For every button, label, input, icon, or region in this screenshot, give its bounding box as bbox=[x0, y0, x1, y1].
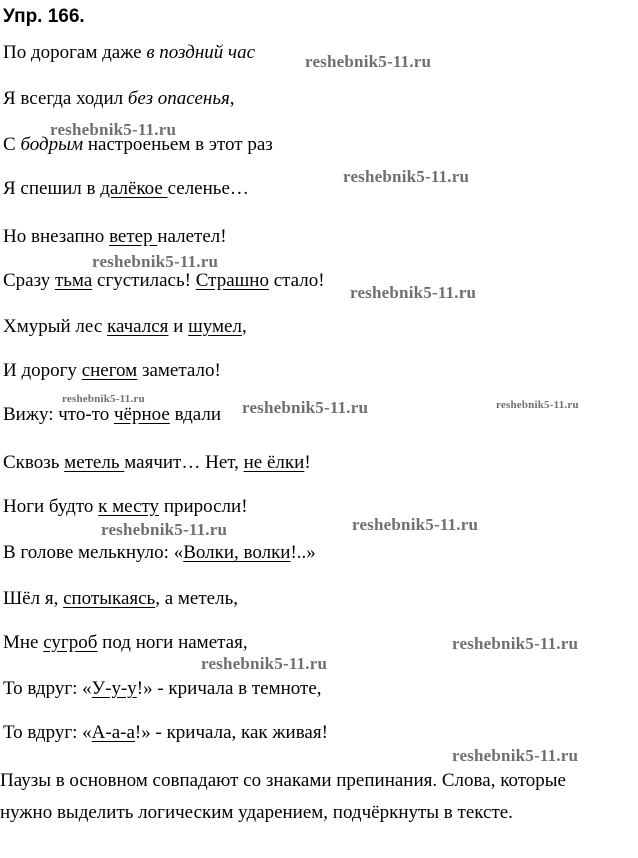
poem-text: под ноги наметая, bbox=[97, 632, 248, 653]
poem-text: Вижу: что-то bbox=[3, 404, 114, 425]
underlined-word: У-у-у bbox=[91, 678, 137, 699]
poem-line bbox=[3, 360, 221, 382]
poem-text: Я всегда ходил bbox=[3, 88, 128, 109]
watermark: reshebnik5-11.ru bbox=[62, 393, 145, 405]
watermark: reshebnik5-11.ru bbox=[242, 398, 369, 417]
poem-line bbox=[3, 722, 328, 744]
poem-text: Я спешил в bbox=[3, 178, 101, 199]
watermark: reshebnik5-11.ru bbox=[305, 52, 432, 71]
poem-line bbox=[3, 678, 322, 700]
poem-text: и bbox=[168, 316, 189, 337]
poem-line bbox=[3, 42, 255, 64]
poem-text: маячит… Нет, bbox=[124, 452, 244, 473]
poem-text: приросли! bbox=[159, 496, 248, 517]
poem-line bbox=[3, 404, 221, 426]
watermark: reshebnik5-11.ru bbox=[50, 120, 177, 139]
underlined-word: Волки, волки bbox=[183, 542, 291, 563]
poem-line bbox=[3, 588, 238, 610]
poem-text: Но внезапно bbox=[3, 226, 110, 247]
poem-line bbox=[3, 316, 247, 338]
poem-text: То вдруг: « bbox=[3, 722, 92, 743]
poem-text: Ноги будто bbox=[3, 496, 99, 517]
underlined-word: метель bbox=[64, 452, 125, 473]
poem-text: !..» bbox=[290, 542, 316, 563]
poem-text: Хмурый лес bbox=[3, 316, 107, 337]
watermark: reshebnik5-11.ru bbox=[350, 283, 477, 302]
watermark: reshebnik5-11.ru bbox=[92, 252, 219, 271]
poem-text: налетел! bbox=[157, 226, 227, 247]
underlined-word: не ёлки bbox=[243, 452, 305, 473]
poem-text: , bbox=[241, 316, 247, 337]
italic-phrase: без опасенья bbox=[127, 88, 230, 109]
watermark: reshebnik5-11.ru bbox=[101, 520, 228, 539]
poem-line bbox=[3, 226, 227, 248]
underlined-word: Страшно bbox=[195, 270, 269, 291]
poem-text: , bbox=[229, 88, 235, 109]
poem-line bbox=[3, 632, 248, 654]
poem-text: !» - кричала, как живая! bbox=[134, 722, 328, 743]
poem-line bbox=[3, 542, 316, 564]
underlined-word: сугроб bbox=[43, 632, 98, 653]
underlined-word: к месту bbox=[98, 496, 160, 517]
poem-text: вдали bbox=[169, 404, 221, 425]
poem-text: настроеньем в этот раз bbox=[83, 134, 273, 155]
poem-line bbox=[3, 270, 325, 292]
underlined-word: качался bbox=[107, 316, 169, 337]
underlined-word: спотыкаясь bbox=[63, 588, 156, 609]
poem-line bbox=[3, 88, 235, 110]
poem-text: То вдруг: « bbox=[3, 678, 92, 699]
exercise-title: Упр. 166. bbox=[3, 6, 85, 27]
poem-text: По дорогам даже bbox=[3, 42, 147, 63]
watermark: reshebnik5-11.ru bbox=[201, 654, 328, 673]
poem-text: Шёл я, bbox=[3, 588, 64, 609]
poem-text: С bbox=[3, 134, 21, 155]
watermark: reshebnik5-11.ru bbox=[452, 634, 579, 653]
note-line-2: нужно выделить логическим ударением, подчёркнуты в тексте. bbox=[0, 802, 513, 823]
poem-text: Сквозь bbox=[3, 452, 65, 473]
poem-text: И дорогу bbox=[3, 360, 82, 381]
italic-phrase: бодрым bbox=[20, 134, 84, 155]
italic-phrase: в поздний час bbox=[146, 42, 256, 63]
poem-text: !» - кричала в темноте, bbox=[136, 678, 322, 699]
underlined-word: снегом bbox=[81, 360, 138, 381]
poem-line bbox=[3, 452, 311, 474]
poem-text: заметало! bbox=[137, 360, 221, 381]
poem-text: ! bbox=[304, 452, 311, 473]
underlined-word: А-а-а bbox=[91, 722, 135, 743]
poem-line bbox=[3, 496, 248, 518]
poem-text: селенье… bbox=[167, 178, 249, 199]
poem-text: , а метель, bbox=[155, 588, 238, 609]
poem-text: Сразу bbox=[3, 270, 55, 291]
underlined-word: чёрное bbox=[114, 404, 170, 425]
underlined-word: ветер bbox=[109, 226, 158, 247]
underlined-word: шумел bbox=[188, 316, 242, 337]
watermark: reshebnik5-11.ru bbox=[352, 515, 479, 534]
watermark: reshebnik5-11.ru bbox=[496, 399, 579, 411]
watermark: reshebnik5-11.ru bbox=[452, 746, 579, 765]
poem-text: стало! bbox=[268, 270, 325, 291]
note-line-1: Паузы в основном совпадают со знаками препинания. Слова, которые bbox=[0, 770, 566, 791]
poem-text: В голове мелькнуло: « bbox=[3, 542, 184, 563]
underlined-word: тьма bbox=[54, 270, 93, 291]
underlined-word: далёкое bbox=[100, 178, 168, 199]
poem-text: сгустилась! bbox=[92, 270, 196, 291]
poem-line bbox=[3, 178, 249, 200]
watermark: reshebnik5-11.ru bbox=[343, 167, 470, 186]
poem-text: Мне bbox=[3, 632, 44, 653]
